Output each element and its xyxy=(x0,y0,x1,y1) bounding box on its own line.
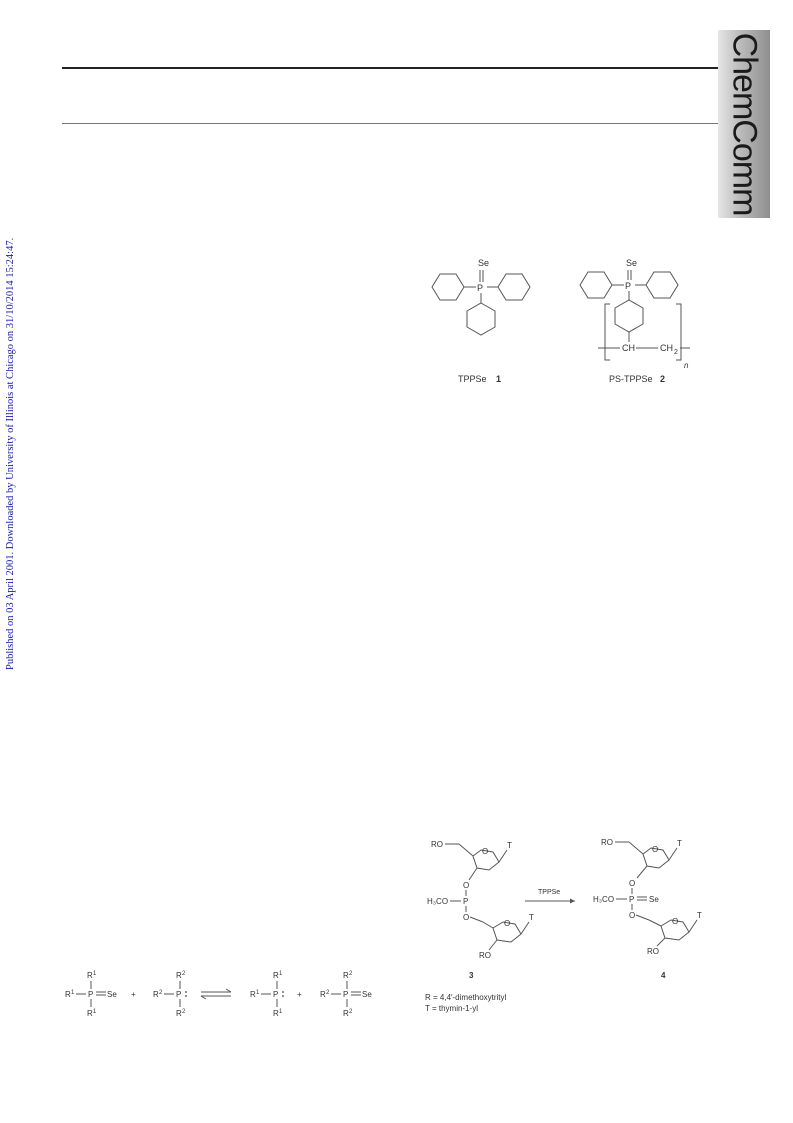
r1-top-prod-label: R xyxy=(273,971,279,980)
se1-label: Se xyxy=(107,990,117,999)
r2-left-prod-sup: 2 xyxy=(326,990,330,996)
plus-sign-2: + xyxy=(297,990,302,999)
ring-oxygen-top-4: O xyxy=(652,845,659,854)
methoxy-4: H₃CO xyxy=(593,895,615,904)
linker-o2-4: O xyxy=(629,911,636,920)
figure-tppse-structures xyxy=(420,250,720,395)
p3-label: P xyxy=(273,990,279,999)
linker-o1-4: O xyxy=(629,879,636,888)
r1-top-sup: 1 xyxy=(93,971,97,977)
ro-top-4: RO xyxy=(601,838,613,847)
phenyl-ring-right-2 xyxy=(646,272,678,298)
phenyl-ring-right xyxy=(498,274,530,300)
phosphorus-3: P xyxy=(463,897,469,906)
compound-3-label: 3 xyxy=(469,971,474,980)
r2-top-prod-label: R xyxy=(343,971,349,980)
linker-o2-3: O xyxy=(463,913,470,922)
r1-bottom-prod-sup: 1 xyxy=(279,1009,283,1015)
r1-left-prod-sup: 1 xyxy=(256,990,260,996)
tppse-se-label: Se xyxy=(478,258,490,268)
tppse-p-label: P xyxy=(477,283,484,293)
r2-left-prod-label: R xyxy=(320,990,326,999)
thymine-bottom-3: T xyxy=(529,913,534,922)
phosphite-3-structure xyxy=(427,840,534,960)
r2-left-label: R xyxy=(153,990,159,999)
plus-sign-1: + xyxy=(131,990,136,999)
ch2-label: CH xyxy=(660,343,673,353)
selenium-4: Se xyxy=(649,895,659,904)
download-notice: Published on 03 April 2001. Downloaded by University of Illinois at Chicago on 31/10/2014 15:24:47. xyxy=(5,237,16,670)
ring-oxygen-bottom-4: O xyxy=(672,917,679,926)
ro-bottom-4: RO xyxy=(647,947,659,956)
r2-bottom-label: R xyxy=(176,1009,182,1018)
r1-bottom-label: R xyxy=(87,1009,93,1018)
methoxy-3: H₃CO xyxy=(427,897,449,906)
repeat-n-label: n xyxy=(684,361,689,370)
ro-bottom-3: RO xyxy=(479,951,491,960)
arrow-reagent-label: TPPSe xyxy=(538,889,561,896)
phenyl-ring-left-2 xyxy=(580,272,612,298)
ps-tppse-se-label: Se xyxy=(626,258,638,268)
ch-label: CH xyxy=(622,343,635,353)
r1-bottom-prod-label: R xyxy=(273,1009,279,1018)
r1-top-label: R xyxy=(87,971,93,980)
journal-name: ChemComm xyxy=(725,32,764,216)
r2-bottom-sup: 2 xyxy=(182,1009,186,1015)
journal-tab xyxy=(718,30,770,218)
phenyl-ring-left xyxy=(432,274,464,300)
ps-tppse-number: 2 xyxy=(660,374,666,384)
ro-top-3: RO xyxy=(431,840,443,849)
phosphoroselenoate-4-structure xyxy=(593,838,702,956)
scheme-selenium-transfer xyxy=(65,968,385,1020)
ps-tppse-2-structure xyxy=(580,258,690,384)
header-rule-bottom xyxy=(62,123,720,124)
p4-label: P xyxy=(343,990,349,999)
p1-label: P xyxy=(88,990,94,999)
tppse-1-structure xyxy=(432,258,530,384)
r1-bottom-sup: 1 xyxy=(93,1009,97,1015)
scheme-dinucleotide-selenization xyxy=(425,830,725,1025)
r1-top-prod-sup: 1 xyxy=(279,971,283,977)
phenyl-ring-bottom-2 xyxy=(615,300,643,332)
thymine-top-3: T xyxy=(507,841,512,850)
r1-left-prod-label: R xyxy=(250,990,256,999)
thymine-top-4: T xyxy=(677,839,682,848)
r2-top-sup: 2 xyxy=(182,971,186,977)
r2-bottom-prod-sup: 2 xyxy=(349,1009,353,1015)
header-rule-top xyxy=(62,67,720,69)
r2-left-sup: 2 xyxy=(159,990,163,996)
ps-tppse-caption: PS-TPPSe xyxy=(609,374,653,384)
tppse-caption: TPPSe xyxy=(458,374,487,384)
ring-oxygen-bottom-3: O xyxy=(504,919,511,928)
ring-oxygen-top-3: O xyxy=(482,847,489,856)
legend-t-definition: T = thymin-1-yl xyxy=(425,1004,478,1013)
r2-top-prod-sup: 2 xyxy=(349,971,353,977)
ch2-subscript: 2 xyxy=(674,349,678,356)
phosphorus-4: P xyxy=(629,895,635,904)
tppse-number: 1 xyxy=(496,374,502,384)
phenyl-ring-bottom xyxy=(467,303,495,335)
legend-r-definition: R = 4,4′-dimethoxytrityl xyxy=(425,993,507,1002)
r1-left-label: R xyxy=(65,990,71,999)
r2-top-label: R xyxy=(176,971,182,980)
ps-tppse-p-label: P xyxy=(625,281,632,291)
r1-left-sup: 1 xyxy=(71,990,75,996)
se2-label: Se xyxy=(362,990,372,999)
p2-label: P xyxy=(176,990,182,999)
thymine-bottom-4: T xyxy=(697,911,702,920)
linker-o1-3: O xyxy=(463,881,470,890)
compound-4-label: 4 xyxy=(661,971,666,980)
r2-bottom-prod-label: R xyxy=(343,1009,349,1018)
